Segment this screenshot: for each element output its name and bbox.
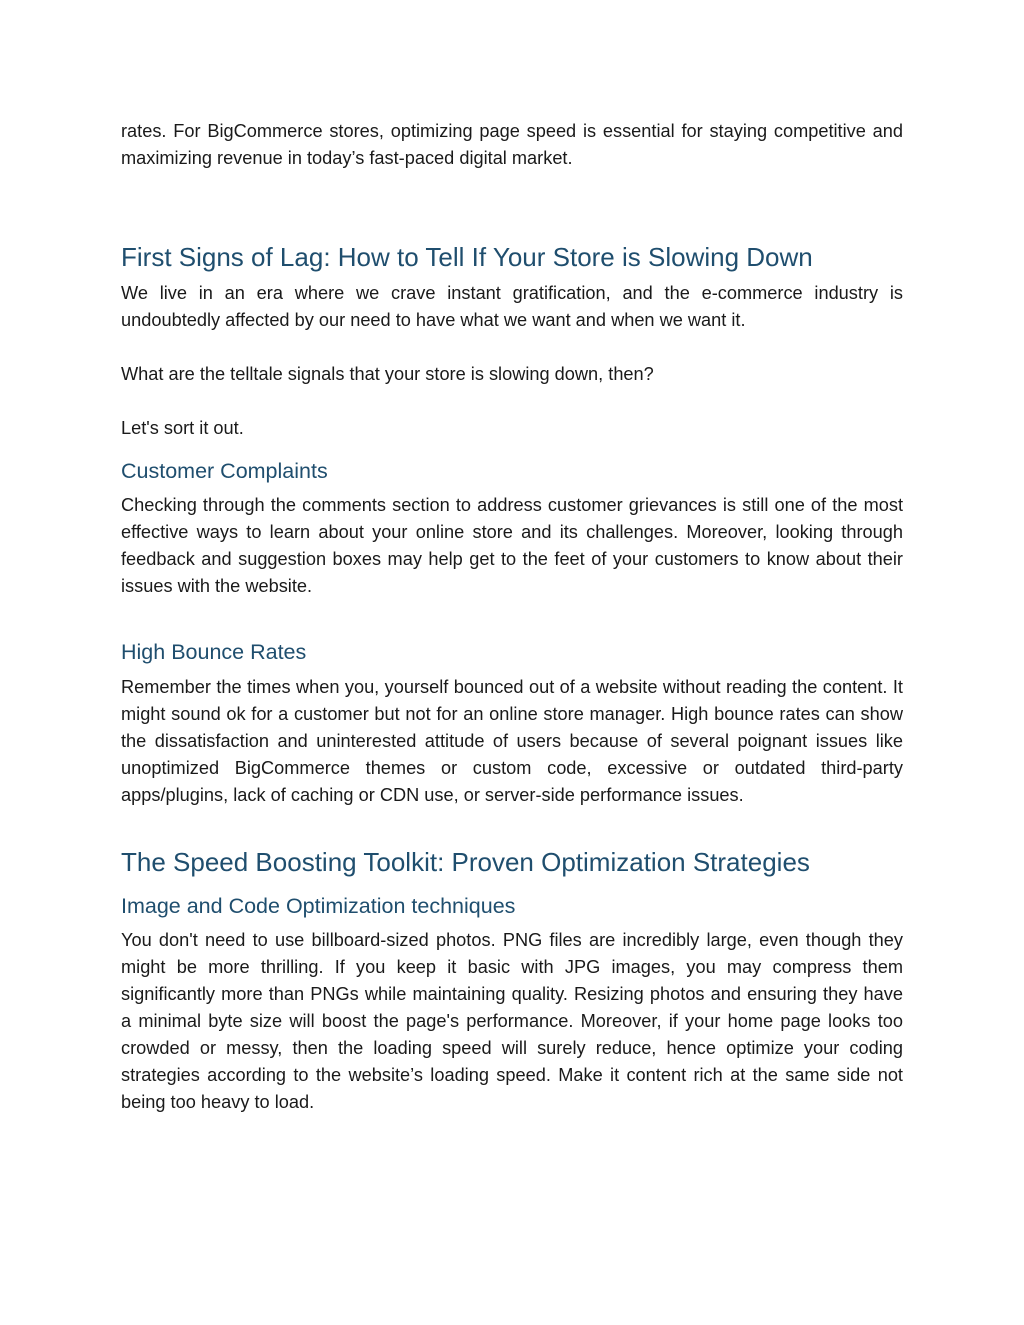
lag-paragraph-1: We live in an era where we crave instant gratification, and the e-commerce industry is undoubtedly affected by our need to have what we want and when we want it. [121,283,903,330]
document-page [121,118,903,1116]
bounce-paragraph: Remember the times when you, yourself bounced out of a website without reading the content. It might sound ok for a customer but not for an online store manager. High bounce rates can show the dissatisfaction and uninterested attitude of users because of several poignant issues like unoptimized BigCommerce themes or custom code, excessive or outdated third-party apps/plugins, lack of caching or CDN use, or server-side performance issues. [121,677,903,805]
image-code-paragraph: You don't need to use billboard-sized photos. PNG files are incredibly large, even though they might be more thrilling. If you keep it basic with JPG images, you may compress them significantly more than PNGs while maintaining quality. Resizing photos and ensuring they have a minimal byte size will boost the page's performance. Moreover, if your home page looks too crowded or messy, then the loading speed will surely reduce, hence optimize your coding strategies according to the website’s loading speed. Make it content rich at the same side not being too heavy to load. [121,930,903,1112]
intro-paragraph: rates. For BigCommerce stores, optimizing page speed is essential for staying competitive and maximizing revenue in today’s fast-paced digital market. [121,121,903,168]
lag-paragraph-2: What are the telltale signals that your store is slowing down, then? [121,364,654,384]
section-heading-toolkit: The Speed Boosting Toolkit: Proven Optimization Strategies [121,847,810,877]
subheading-high-bounce-rates: High Bounce Rates [121,640,307,664]
subheading-image-code-optimization: Image and Code Optimization techniques [121,894,516,918]
lag-paragraph-3: Let's sort it out. [121,418,244,438]
complaints-paragraph: Checking through the comments section to address customer grievances is still one of the most effective ways to learn about your online store and its challenges. Moreover, looking through feedback and suggestion boxes may help get to the feet of your customers to know about their issues with the website. [121,495,903,596]
subheading-customer-complaints: Customer Complaints [121,459,328,483]
section-heading-lag: First Signs of Lag: How to Tell If Your Store is Slowing Down [121,242,813,272]
